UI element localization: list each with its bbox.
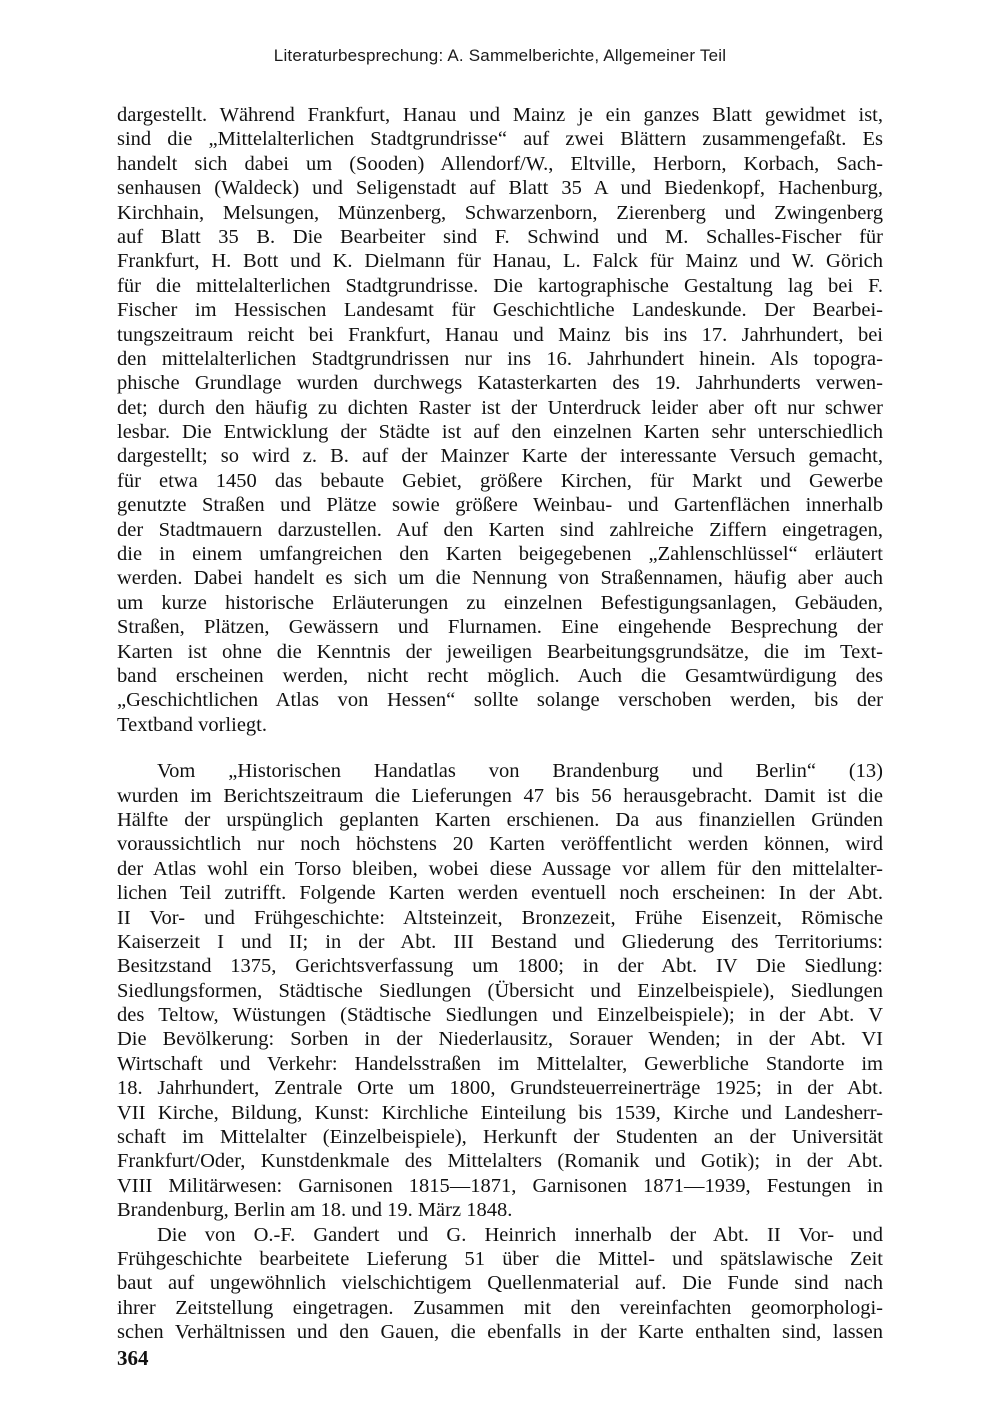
text-line: der Stadtmauern darzustellen. Auf den Karten sind zahlreiche Ziffern eingetragen, <box>117 518 883 541</box>
text-line: sind die „Mittelalterlichen Stadtgrundrisse“ auf zwei Blättern zusammengefaßt. Es <box>117 128 883 151</box>
text-line: lichen Teil zutrifft. Folgende Karten werden eventuell noch erscheinen: In der Abt. <box>117 882 883 905</box>
text-line: baut auf ungewöhnlich vielschichtigem Quellenmaterial auf. Die Funde sind nach <box>117 1272 883 1295</box>
text-line: Straßen, Plätzen, Gewässern und Flurnamen. Eine eingehende Besprechung der <box>117 616 883 639</box>
text-line: Karten ist ohne die Kenntnis der jeweiligen Bearbeitungsgrundsätze, die im Text- <box>117 640 883 663</box>
text-line: band erscheinen werden, nicht recht möglich. Auch die Gesamtwürdigung des <box>117 664 883 687</box>
text-line: lesbar. Die Entwicklung der Städte ist auf den einzelnen Karten sehr unterschiedlich <box>117 421 883 444</box>
text-line: phische Grundlage wurden durchwegs Katasterkarten des 19. Jahrhunderts verwen- <box>117 372 883 395</box>
text-line: für etwa 1450 das bebaute Gebiet, größere Kirchen, für Markt und Gewerbe <box>117 469 883 492</box>
text-line: Brandenburg, Berlin am 18. und 19. März 1848. <box>117 1199 513 1222</box>
text-line: genutzte Straßen und Plätze sowie größere Weinbau- und Gartenflächen innerhalb <box>117 494 883 517</box>
paragraph-3 <box>117 1223 883 1345</box>
text-line: Frankfurt, H. Bott und K. Dielmann für Hanau, L. Falck für Mainz und W. Görich <box>117 250 883 273</box>
text-line: dargestellt; so wird z. B. auf der Mainzer Karte der interessante Versuch gemacht, <box>117 445 883 468</box>
text-line: Besitzstand 1375, Gerichtsverfassung um 1800; in der Abt. IV Die Siedlung: <box>117 955 883 978</box>
text-line: den mittelalterlichen Stadtgrundrissen nur ins 16. Jahrhundert hinein. Als topogra- <box>117 347 883 370</box>
text-line: dargestellt. Während Frankfurt, Hanau und Mainz je ein ganzes Blatt gewidmet ist, <box>117 104 883 126</box>
running-head: Literaturbesprechung: A. Sammelberichte, Allgemeiner Teil <box>273 46 727 65</box>
text-line: schaft im Mittelalter (Einzelbeispiele), Herkunft der Studenten an der Universität <box>117 1126 883 1149</box>
text-line: schen Verhältnissen und den Gauen, die ebenfalls in der Karte enthalten sind, lassen <box>117 1321 883 1344</box>
text-line: Kaiserzeit I und II; in der Abt. III Bestand und Gliederung des Territoriums: <box>117 930 883 953</box>
text-line: Frankfurt/Oder, Kunstdenkmale des Mittelalters (Romanik und Gotik); in der Abt. <box>117 1150 883 1173</box>
paragraph-spacer <box>117 737 883 759</box>
text-line: ihrer Zeitstellung eingetragen. Zusammen mit den vereinfachten geomorphologi- <box>117 1296 883 1319</box>
text-line: VIII Militärwesen: Garnisonen 1815—1871, Garnisonen 1871—1939, Festungen in <box>117 1174 883 1197</box>
text-line: auf Blatt 35 B. Die Bearbeiter sind F. Schwind und M. Schalles-Fischer für <box>117 225 883 248</box>
text-line: Fischer im Hessischen Landesamt für Geschichtliche Landeskunde. Der Bearbei- <box>117 299 883 322</box>
text-line: Vom „Historischen Handatlas von Brandenburg und Berlin“ (13) <box>157 760 883 783</box>
text-line: VII Kirche, Bildung, Kunst: Kirchliche Einteilung bis 1539, Kirche und Landesherr- <box>117 1101 883 1124</box>
text-line: „Geschichtlichen Atlas von Hessen“ sollte solange verschoben werden, bis der <box>117 689 883 712</box>
text-line: um kurze historische Erläuterungen zu einzelnen Befestigungsanlagen, Gebäuden, <box>117 591 883 614</box>
text-line: senhausen (Waldeck) und Seligenstadt auf Blatt 35 A und Biedenkopf, Hachenburg, <box>117 177 883 200</box>
paragraph-2 <box>117 759 883 1222</box>
text-line: werden. Dabei handelt es sich um die Nennung von Straßennamen, häufig aber auch <box>117 567 883 590</box>
text-line: der Atlas wohl ein Torso bleiben, wobei diese Aussage vor allem für den mittelalter- <box>117 857 883 880</box>
text-line: Siedlungsformen, Städtische Siedlungen (Übersicht und Einzelbeispiele), Siedlungen <box>117 979 883 1002</box>
text-line: Frühgeschichte bearbeitete Lieferung 51 über die Mittel- und spätslawische Zeit <box>117 1247 883 1270</box>
page-number: 364 <box>117 1346 149 1370</box>
text-line: Wirtschaft und Verkehr: Handelsstraßen im Mittelalter, Gewerbliche Standorte im <box>117 1052 883 1075</box>
text-line: det; durch den häufig zu dichten Raster ist der Unterdruck leider aber oft nur schwer <box>117 396 883 419</box>
paragraph-1 <box>117 103 883 737</box>
text-line: Die von O.-F. Gandert und G. Heinrich innerhalb der Abt. II Vor- und <box>157 1223 883 1246</box>
text-line: Die Bevölkerung: Sorben in der Niederlausitz, Sorauer Wenden; in der Abt. VI <box>117 1028 883 1051</box>
text-line: des Teltow, Wüstungen (Städtische Siedlungen und Einzelbeispiele); in der Abt. V <box>117 1004 883 1027</box>
text-line: voraussichtlich nur noch höchstens 20 Karten veröffentlicht werden können, wird <box>117 833 883 856</box>
text-line: II Vor- und Frühgeschichte: Altsteinzeit, Bronzezeit, Frühe Eisenzeit, Römische <box>117 906 883 929</box>
text-line: die in einem umfangreichen den Karten beigegebenen „Zahlenschlüssel“ erläutert <box>117 543 883 566</box>
text-line: Hälfte der urspünglich geplanten Karten erschienen. Da aus finanziellen Gründen <box>117 808 883 831</box>
text-line: Textband vorliegt. <box>117 713 267 736</box>
text-line: tungszeitraum reicht bei Frankfurt, Hanau und Mainz bis ins 17. Jahrhundert, bei <box>117 323 883 346</box>
text-line: wurden im Berichtszeitraum die Lieferungen 47 bis 56 herausgebracht. Damit ist die <box>117 784 883 807</box>
text-line: 18. Jahrhundert, Zentrale Orte um 1800, Grundsteuerreinerträge 1925; in der Abt. <box>117 1077 883 1100</box>
text-line: Kirchhain, Melsungen, Münzenberg, Schwarzenborn, Zierenberg und Zwingenberg <box>117 201 883 224</box>
text-line: handelt sich dabei um (Sooden) Allendorf/W., Eltville, Herborn, Korbach, Sach- <box>117 152 883 175</box>
text-line: für die mittelalterlichen Stadtgrundrisse. Die kartographische Gestaltung lag bei F. <box>117 274 883 297</box>
body-text <box>117 103 883 1345</box>
